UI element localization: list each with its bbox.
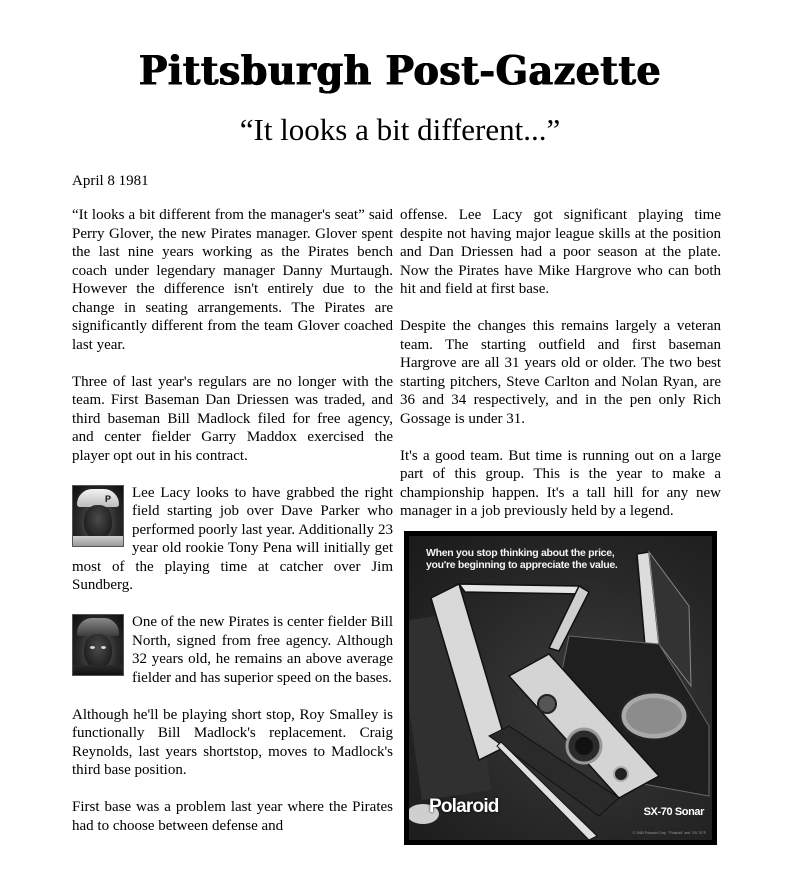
polaroid-advertisement [404,531,717,845]
article-paragraph: First base was a problem last year where the Pirates had to choose between defense and [72,799,393,834]
article-paragraph-with-photo [72,484,393,595]
article-headline: “It looks a bit different...” [239,112,561,147]
paragraph-text: Lee Lacy looks to have grabbed the right field starting job over Dave Parker who performed poorly last year. Additionally 23 year old rookie Tony Pena will initially get most of the playing time at catcher over Jim Sundberg. [72,484,393,593]
article-paragraph: offense. Lee Lacy got significant playing time despite not having major league skills at the position and Dan Driessen had a poor season at the plate. Now the Pirates have Mike Hargrove who can both hit and field at first base. [400,207,721,297]
article-right-column [400,206,721,521]
baseball-cap [77,489,119,507]
jersey [73,665,123,675]
camera-icon [409,536,712,840]
article-paragraph-with-photo [72,613,393,687]
ad-tagline-line: you're beginning to appreciate the value. [426,558,618,571]
article-paragraph: Although he'll be playing short stop, Roy Smalley is functionally Bill Madlock's replacement. Craig Reynolds, last years shortstop, moves to Madlock's third base position. [72,706,393,778]
player-face [84,634,112,668]
ad-background [409,536,712,840]
article-paragraph: Despite the changes this remains largely a veteran team. The starting outfield and first baseman Hargrove are all 31 years old or older. The two best starting pitchers, Steve Carlton and Nolan Ryan, are 36 and 34 respectively, and in the pen only Rich Gossage is under 31. [400,318,721,427]
ad-tagline-line: When you stop thinking about the price, [426,547,615,559]
paragraph-text: One of the new Pirates is center fielder Bill North, signed from free agency. Although 32 years old, he remains an above average fielder and has superior speed on the bases. [132,614,393,686]
bill-north-photo [72,614,124,676]
lee-lacy-photo [72,485,124,547]
ad-fineprint: © 1980 Polaroid Corp. "Polaroid" and "SX-70"® [632,831,706,835]
cap-logo: P [104,493,111,504]
player-eye [90,646,95,649]
player-face [84,505,112,539]
newspaper-masthead: Pittsburgh Post-Gazette [138,46,662,95]
ad-tagline [426,548,646,571]
ad-model-name: SX-70 Sonar [643,806,704,818]
article-paragraph: It's a good team. But time is running out on a large part of this group. This is the year to make a championship happen. It's a tall hill for any new manager in a job previously held by a legend. [400,447,721,519]
player-eye [101,646,106,649]
article-left-column [72,206,393,835]
jersey [73,536,123,546]
article-date: April 8 1981 [72,173,149,189]
article-paragraph: “It looks a bit different from the manager's seat” said Perry Glover, the new Pirates manager. Glover spent the last nine years working as the Pirates bench coach under legendary manager Danny Murtaugh. However the difference isn't entirely due to the change in seating arrangements. The Pirates are significantly different from the team Glover coached last year. [72,207,393,353]
article-paragraph: Three of last year's regulars are no longer with the team. First Baseman Dan Driessen was traded, and third baseman Bill Madlock filed for free agency, and center fielder Garry Maddox exercised the player opt out in his contract. [72,373,393,464]
polaroid-logo: Polaroid [429,796,499,817]
